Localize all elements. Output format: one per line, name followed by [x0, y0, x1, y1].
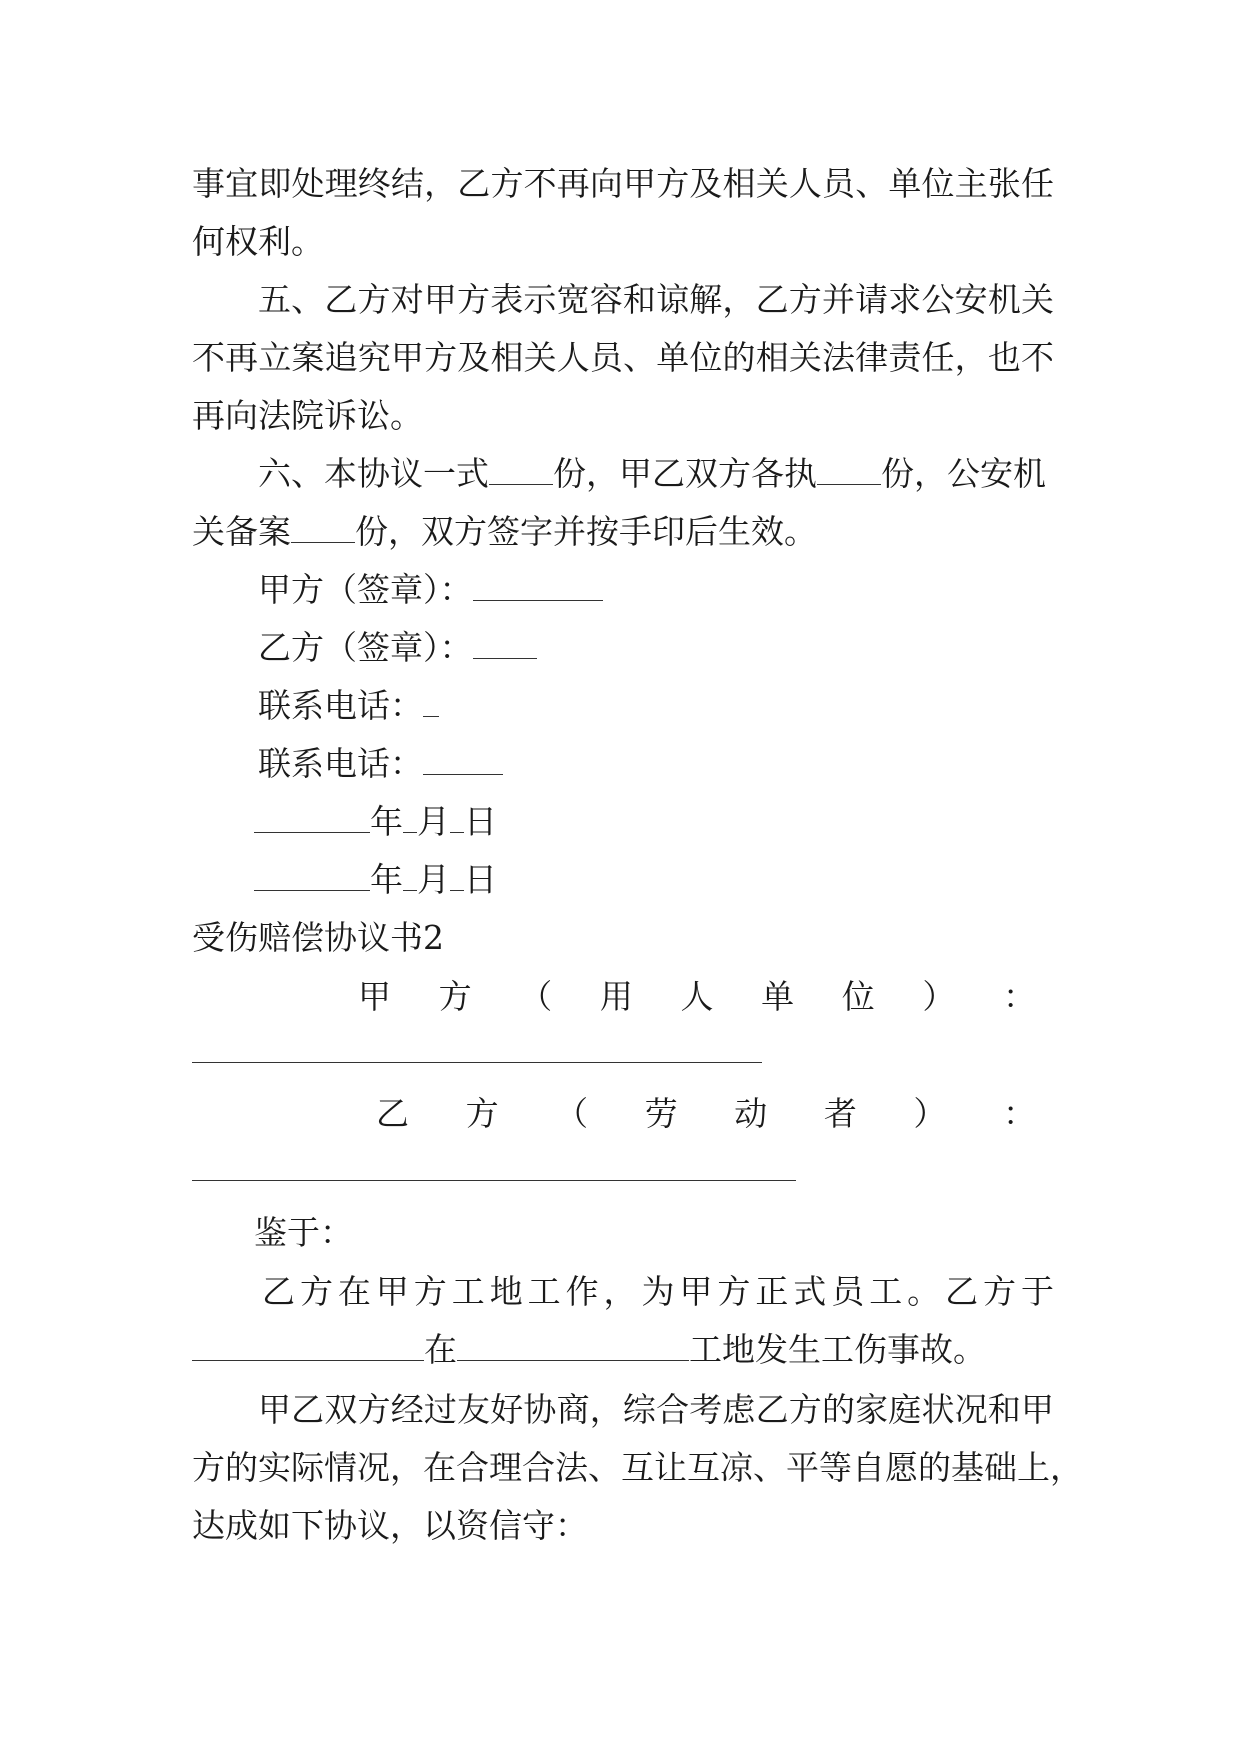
clause-five-line: 五、乙方对甲方表示宽容和谅解，乙方并请求公安机关 — [258, 280, 1054, 319]
day-blank[interactable] — [450, 804, 464, 833]
fact-line — [192, 1330, 1054, 1370]
clause-six-text: 份，双方签字并按手印后生效。 — [355, 512, 817, 551]
phone-line-b — [258, 744, 758, 784]
phone-blank[interactable] — [423, 688, 439, 717]
month-blank[interactable] — [403, 862, 417, 891]
party-b-char: 动 — [734, 1094, 768, 1133]
party-a-char: （ — [519, 977, 553, 1016]
date-blank[interactable] — [192, 1332, 424, 1361]
paragraph-line: 再向法院诉讼。 — [192, 396, 423, 435]
phone-blank[interactable] — [423, 746, 503, 775]
party-b-char: ） — [913, 1094, 947, 1133]
whereas-heading: 鉴于： — [254, 1213, 353, 1252]
party-a-char: 人 — [680, 977, 714, 1016]
year-blank[interactable] — [254, 862, 370, 891]
party-b-char: 者 — [823, 1094, 857, 1133]
year-blank[interactable] — [254, 804, 370, 833]
party-a-char: 方 — [438, 977, 472, 1016]
paragraph-line — [192, 512, 1054, 552]
party-a-char: 甲 — [358, 977, 391, 1016]
phone-line-a — [258, 686, 758, 726]
copies-blank[interactable] — [489, 456, 553, 485]
date-month-label: 月 — [417, 860, 450, 899]
fact-text: 在 — [424, 1330, 457, 1369]
party-b-char: 劳 — [644, 1094, 678, 1133]
paragraph-line: 不再立案追究甲方及相关人员、单位的相关法律责任，也不 — [192, 338, 1054, 377]
clause-six-text: 关备案 — [192, 512, 291, 551]
signature-line-a — [258, 570, 758, 610]
date-month-label: 月 — [417, 802, 450, 841]
site-blank[interactable] — [457, 1332, 689, 1361]
clause-six-text: 份，甲乙双方各执 — [553, 454, 817, 493]
date-line-b — [254, 860, 754, 900]
party-a-blank[interactable] — [192, 1062, 762, 1063]
clause-six-text: 份，公安机 — [881, 454, 1046, 493]
section-title: 受伤赔偿协议书2 — [192, 918, 444, 957]
phone-label: 联系电话： — [258, 686, 423, 725]
signature-blank[interactable] — [473, 630, 537, 659]
paragraph-line: 何权利。 — [192, 222, 324, 261]
signature-blank[interactable] — [473, 572, 603, 601]
month-blank[interactable] — [403, 804, 417, 833]
date-day-label: 日 — [464, 802, 497, 841]
clause-six-line — [258, 454, 1054, 494]
party-a-char: ： — [1003, 977, 1036, 1016]
party-b-heading — [376, 1094, 1036, 1134]
party-b-char: 乙 — [376, 1094, 409, 1133]
agreement-line: 达成如下协议，以资信守： — [192, 1506, 588, 1545]
agreement-line: 甲乙双方经过友好协商，综合考虑乙方的家庭状况和甲 — [258, 1390, 1054, 1429]
date-year-label: 年 — [370, 860, 403, 899]
party-a-char: 单 — [761, 977, 795, 1016]
phone-label: 联系电话： — [258, 744, 423, 783]
fact-line: 乙方在甲方工地工作，为甲方正式员工。乙方于 — [262, 1272, 1054, 1311]
date-day-label: 日 — [464, 860, 497, 899]
date-line-a — [254, 802, 754, 842]
party-b-char: （ — [555, 1094, 589, 1133]
copies-blank[interactable] — [817, 456, 881, 485]
party-a-char: ） — [922, 977, 956, 1016]
signature-label: 乙方（签章）： — [258, 628, 473, 667]
party-a-char: 位 — [841, 977, 875, 1016]
agreement-line: 方的实际情况，在合理合法、互让互凉、平等自愿的基础上， — [192, 1448, 1083, 1487]
party-b-char: ： — [1002, 1094, 1036, 1133]
day-blank[interactable] — [450, 862, 464, 891]
party-a-heading — [358, 977, 1036, 1017]
clause-six-text: 六、本协议一式 — [258, 454, 489, 493]
signature-line-b — [258, 628, 758, 668]
date-year-label: 年 — [370, 802, 403, 841]
copies-blank[interactable] — [291, 514, 355, 543]
paragraph-line: 事宜即处理终结，乙方不再向甲方及相关人员、单位主张任 — [192, 164, 1054, 203]
party-b-char: 方 — [465, 1094, 499, 1133]
party-b-blank[interactable] — [192, 1180, 796, 1181]
signature-label: 甲方（签章）： — [258, 570, 473, 609]
fact-text: 工地发生工伤事故。 — [689, 1330, 986, 1369]
party-a-char: 用 — [599, 977, 633, 1016]
